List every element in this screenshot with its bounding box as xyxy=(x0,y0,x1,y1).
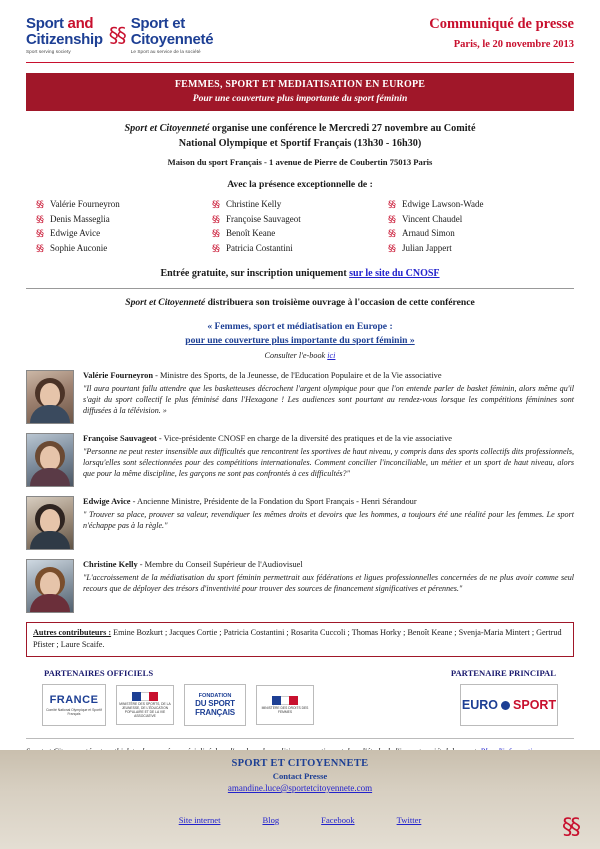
logo-tagline-en: Sport serving society xyxy=(26,48,71,54)
footer-link-site[interactable]: Site internet xyxy=(178,815,221,825)
footer-content xyxy=(0,758,600,825)
event-intro-line1 xyxy=(26,122,574,137)
sport-and-citizenship-logo xyxy=(26,16,103,54)
portrait-valerie-fourneyron xyxy=(26,370,74,424)
quote-body: "L'accroissement de la médiatisation du sport féminin permettrait aux fédérations et ligues professionnelles concernées de ne plus avoir comme seul recours que de déployer des trésors d'inventivité pour trouver des sources de financement significatives et pérennes." xyxy=(83,572,574,593)
eurosport-euro-text: EURO xyxy=(461,698,499,713)
swirl-bullet-icon: §§ xyxy=(388,200,395,211)
quote-text-block xyxy=(83,559,574,594)
document-header xyxy=(26,0,574,54)
list-item xyxy=(388,212,564,227)
portrait-edwige-avice xyxy=(26,496,74,550)
section-divider xyxy=(26,288,574,289)
swirl-bullet-icon: §§ xyxy=(388,244,395,255)
official-partners-label: PARTENAIRES OFFICIELS xyxy=(44,668,154,679)
guest-name: Vincent Chaudel xyxy=(402,213,463,224)
quote-attribution xyxy=(83,559,574,570)
quote-text-block xyxy=(83,496,574,531)
quote-text-block xyxy=(83,433,574,479)
org-name: Sport et Citoyenneté xyxy=(125,296,206,308)
press-block xyxy=(429,16,574,50)
list-item xyxy=(388,241,564,256)
quote-item xyxy=(26,370,574,424)
fondation-text-1: FONDATION xyxy=(198,693,232,700)
swirl-bullet-icon: §§ xyxy=(36,214,43,225)
guest-name: Patricia Costantini xyxy=(226,243,293,254)
guest-name: Edwige Avice xyxy=(50,228,101,239)
guest-column-2 xyxy=(212,197,388,255)
guest-column-1 xyxy=(36,197,212,255)
quote-item xyxy=(26,433,574,487)
headline-sub: Pour une couverture plus importante du sport féminin xyxy=(192,93,408,105)
guest-name: Denis Masseglia xyxy=(50,213,110,224)
book-title-line2: pour une couverture plus importante du sport féminin » xyxy=(185,335,415,347)
logo-en-and: and xyxy=(67,15,94,32)
contributors-label: Autres contributeurs : xyxy=(33,628,112,638)
sport-et-citoyennete-logo xyxy=(131,16,214,54)
ministere-sports-logo xyxy=(116,685,174,725)
swirl-bullet-icon: §§ xyxy=(212,200,219,211)
footer-link-facebook[interactable]: Facebook xyxy=(321,815,355,825)
swirl-bullet-icon: §§ xyxy=(388,229,395,240)
swirl-bullet-icon: §§ xyxy=(36,229,43,240)
guest-name: Valérie Fourneyron xyxy=(50,199,120,210)
guest-column-3 xyxy=(388,197,564,255)
logo-tagline-fr: Le Sport au service de la société xyxy=(130,48,201,54)
france-olympique-logo xyxy=(42,684,106,726)
book-title-line1: « Femmes, sport et médiatisation en Europe : xyxy=(207,320,393,332)
france-text: FRANCE xyxy=(49,693,99,706)
book-distribution-line xyxy=(26,297,574,308)
guest-name: Edwige Lawson-Wade xyxy=(402,199,484,210)
org-name: Sport et Citoyenneté xyxy=(124,123,210,135)
quote-person-role: - Ancienne Ministre, Présidente de la Fondation du Sport Français - Henri Sérandour xyxy=(130,497,417,507)
footer-links xyxy=(0,815,600,825)
ministere-droits-femmes-logo xyxy=(256,685,314,725)
logo-en-citizenship: Citizenship xyxy=(26,30,103,48)
swirl-logo-icon: §§ xyxy=(562,815,578,840)
list-item xyxy=(36,197,212,212)
event-address: Maison du sport Français - 1 avenue de Pierre de Coubertin 75013 Paris xyxy=(167,156,433,167)
guest-name: Sophie Auconie xyxy=(50,243,108,254)
list-item xyxy=(36,212,212,227)
french-flag-icon xyxy=(132,692,158,701)
french-flag-icon xyxy=(272,696,298,705)
logo-title-fr xyxy=(131,16,214,48)
eurosport-logo xyxy=(460,684,558,726)
swirl-bullet-icon: §§ xyxy=(212,229,219,240)
logo-en-sport: Sport xyxy=(26,15,68,32)
quote-person-role: - Vice-présidente CNOSF en charge de la diversité des pratiques et de la vie associative xyxy=(156,434,452,444)
swirl-bullet-icon: §§ xyxy=(36,200,43,211)
headline-main: FEMMES, SPORT ET MEDIATISATION EN EUROPE xyxy=(174,79,426,91)
ministere-droits-femmes-text: MINISTÈRE DES DROITS DES FEMMES xyxy=(261,705,309,714)
guest-name: Françoise Sauvageot xyxy=(226,213,301,224)
guest-name: Benoît Keane xyxy=(226,228,276,239)
ebook-consult-line xyxy=(26,351,574,360)
footer-band xyxy=(0,750,600,849)
partners-row xyxy=(26,684,574,726)
quote-item xyxy=(26,496,574,550)
quote-item xyxy=(26,559,574,613)
list-item xyxy=(212,226,388,241)
list-item xyxy=(36,241,212,256)
headline-banner xyxy=(26,73,574,111)
portrait-christine-kelly xyxy=(26,559,74,613)
eurosport-sport-text: SPORT xyxy=(513,698,557,713)
quote-text-block xyxy=(83,370,574,416)
event-intro-line2: National Olympique et Sportif Français (13h30 - 16h30) xyxy=(178,138,422,150)
quote-attribution xyxy=(83,496,574,507)
registration-line xyxy=(26,268,574,279)
logo-group xyxy=(26,16,213,54)
book-distribution-text: distribuera son troisième ouvrage à l'occasion de cette conférence xyxy=(205,296,475,308)
footer-contact-label: Contact Presse xyxy=(272,771,328,781)
quote-person-name: Edwige Avice xyxy=(83,497,131,507)
quote-body: "Il aura pourtant fallu attendre que les basketteuses décrochent l'argent olympique pour que l'on entende parler de basket féminin, alors même qu'il s'agit du sport collectif le plus féminisé dans l'Hexagone ! Les audiences sont pourtant au rendez-vous lorsque les compétitions féminines sont diffusées à la télévision. » xyxy=(83,383,574,415)
france-olympique-wordmark xyxy=(50,694,99,706)
guest-name: Arnaud Simon xyxy=(402,228,455,239)
swirl-bullet-icon: §§ xyxy=(212,244,219,255)
header-divider xyxy=(26,62,574,63)
list-item xyxy=(36,226,212,241)
quote-person-name: Françoise Sauvageot xyxy=(83,434,157,444)
swirl-bullet-icon: §§ xyxy=(36,244,43,255)
quote-body: " Trouver sa place, prouver sa valeur, revendiquer les mêmes droits et devoirs que les hommes, a toujours été une réalité pour les femmes. Le sport n'échappe pas à la règle." xyxy=(83,509,574,530)
ministere-sports-text: MINISTÈRE DES SPORTS, DE LA JEUNESSE, DE L'ÉDUCATION POPULAIRE ET DE LA VIE ASSOCIATIVE xyxy=(119,701,171,718)
footer-email xyxy=(0,783,600,793)
footer-org-title: SPORT ET CITOYENNETE xyxy=(231,758,369,769)
list-item xyxy=(388,197,564,212)
guest-list xyxy=(26,197,574,255)
contributors-names: Emine Bozkurt ; Jacques Cortie ; Patricia Costantini ; Rosarita Cuccoli ; Thomas Horky ; Benoît Keane ; Svenja-Maria Mintert ; Gertrud Pfister ; Laure Scaife. xyxy=(33,628,562,650)
fondation-text-2: DU SPORT FRANÇAIS xyxy=(195,699,235,718)
france-olympique-subtext: Comité National Olympique et Sportif Français xyxy=(46,707,102,717)
footer-link-twitter[interactable]: Twitter xyxy=(396,815,422,825)
quote-attribution xyxy=(83,370,574,381)
logo-fr-et: et xyxy=(172,15,185,32)
cnosf-registration-link[interactable]: sur le site du CNOSF xyxy=(349,267,440,279)
quote-attribution xyxy=(83,433,574,444)
guest-name: Christine Kelly xyxy=(226,199,282,210)
guest-name: Julian Jappert xyxy=(402,243,452,254)
swirl-bullet-icon: §§ xyxy=(212,214,219,225)
principal-partner-label: PARTENAIRE PRINCIPAL xyxy=(450,668,556,679)
other-contributors-box xyxy=(26,622,574,657)
quote-list xyxy=(26,370,574,613)
event-intro-rest: organise une conférence le Mercredi 27 novembre au Comité xyxy=(209,123,476,135)
quote-person-role: - Membre du Conseil Supérieur de l'Audiovisuel xyxy=(137,560,303,570)
ebook-link[interactable]: ici xyxy=(327,351,336,361)
portrait-francoise-sauvageot xyxy=(26,433,74,487)
book-title xyxy=(26,320,574,349)
fondation-sport-francais-logo xyxy=(184,684,246,726)
logo-fr-sport: Sport xyxy=(130,15,169,32)
quote-person-name: Christine Kelly xyxy=(83,560,138,570)
registration-text: Entrée gratuite, sur inscription uniquement xyxy=(160,267,350,279)
swirl-logo-icon: §§ xyxy=(108,23,125,48)
event-intro xyxy=(26,122,574,168)
list-item xyxy=(212,212,388,227)
swirl-bullet-icon: §§ xyxy=(388,214,395,225)
logo-title-en xyxy=(26,16,103,48)
partners-headings xyxy=(26,668,574,678)
press-release-title: Communiqué de presse xyxy=(429,16,574,32)
quote-person-name: Valérie Fourneyron xyxy=(83,371,154,381)
footer-link-blog[interactable]: Blog xyxy=(262,815,280,825)
eurosport-dot-icon xyxy=(501,701,510,710)
press-release-date: Paris, le 20 novembre 2013 xyxy=(453,39,574,50)
footer-email-link[interactable]: amandine.luce@sportetcitoyennete.com xyxy=(227,783,373,793)
list-item xyxy=(388,226,564,241)
logo-fr-citoyennete: Citoyenneté xyxy=(130,30,214,48)
ebook-consult-text: Consulter l'e-book xyxy=(264,351,328,361)
list-item xyxy=(212,241,388,256)
list-item xyxy=(212,197,388,212)
quote-body: "Personne ne peut rester insensible aux difficultés que rencontrent les sportives de haut niveau, y compris dans des sports collectifs dits professionnels, lorsqu'elles sont sélectionnées pour des compétitions internationales. Comment concilier l'inconciliable, un métier et un sport de haut niveau, alors que pour la même discipline, les garçons ne sont pas confrontés à ces difficultés?" xyxy=(83,446,574,478)
presence-label: Avec la présence exceptionnelle de : xyxy=(227,179,373,191)
official-partner-logos xyxy=(42,684,314,726)
quote-person-role: - Ministre des Sports, de la Jeunesse, de l'Education Populaire et de la Vie associative xyxy=(153,371,442,381)
